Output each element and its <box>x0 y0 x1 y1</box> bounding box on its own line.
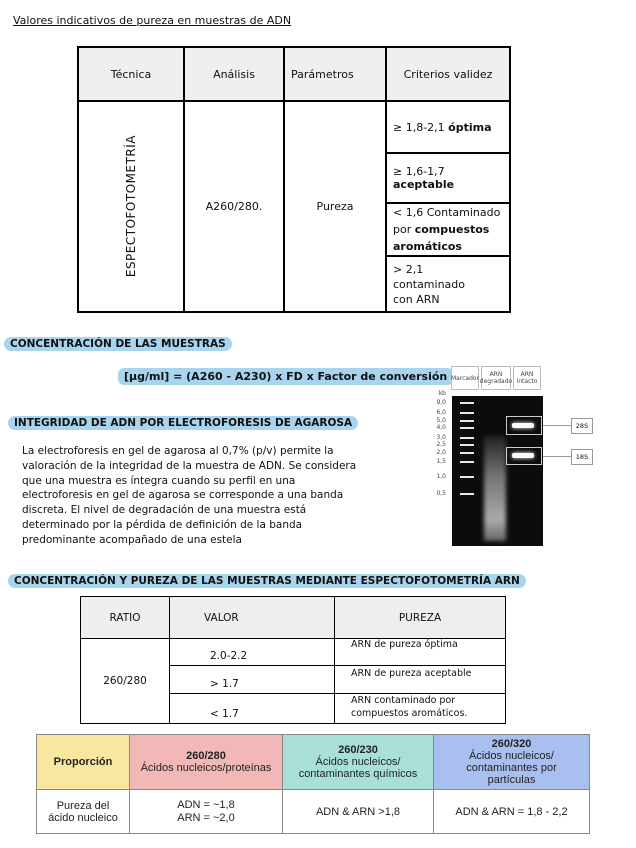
pureza-optimal: ARN de pureza óptima <box>335 639 506 666</box>
header-analisis: Análisis <box>184 47 284 101</box>
criteria-contaminated-rna: > 2,1 contaminado con ARN <box>386 256 510 312</box>
ratio-cell: 260/280 <box>81 639 170 724</box>
technique-cell <box>78 101 184 312</box>
value-260-320: ADN & ARN = 1,8 - 2,2 <box>434 790 590 834</box>
kb-tick: 4,0 <box>436 424 446 431</box>
pureza-contaminated: ARN contaminado por compuestos aromáticos. <box>335 694 506 724</box>
lane-label-intact: ARN intacto <box>513 366 541 390</box>
page-title: Valores indicativos de pureza en muestras de ADN <box>13 14 292 27</box>
label-18s: 18S <box>571 449 593 465</box>
header-pureza: PUREZA <box>335 597 506 639</box>
integrity-paragraph: La electroforesis en gel de agarosa al 0,7% (p/v) permite la valoración de la integridad de la muestra de ADN. Se considera que una muestra es íntegra cuando su perfil en una electroforesis en gel de agarosa se corresponde a una banda discreta. El nivel de degradación de una muestra está determinado por la pérdida de definición de la banda predominante acompañado de una estela <box>22 445 357 546</box>
valor-contaminated: < 1.7 <box>170 694 335 724</box>
section-integrity: INTEGRIDAD DE ADN POR ELECTROFORESIS DE AGAROSA <box>8 411 358 430</box>
value-260-280: ADN = ~1,8 ARN = ~2,0 <box>130 790 283 834</box>
kb-tick: 0,5 <box>436 490 446 497</box>
dna-purity-table <box>77 46 511 313</box>
header-parametros: Parámetros <box>284 47 386 101</box>
header-260-230: 260/230 Ácidos nucleicos/ contaminantes químicos <box>283 735 434 790</box>
pureza-acceptable: ARN de pureza aceptable <box>335 666 506 694</box>
degraded-smear <box>484 436 506 541</box>
header-260-320: 260/320 Ácidos nucleicos/ contaminantes por partículas <box>434 735 590 790</box>
band-28s <box>512 423 534 428</box>
lane-label-degraded: ARN degradado <box>481 366 511 390</box>
header-valor: VALOR <box>170 597 335 639</box>
technique-label: ESPECTOFOTOMETRÍA <box>124 135 138 278</box>
header-criterios: Criterios validez <box>386 47 510 101</box>
valor-optimal: 2.0-2.2 <box>170 639 335 666</box>
agarose-gel-figure <box>436 366 636 552</box>
kb-tick: 5,0 <box>436 417 446 424</box>
kb-tick: 9,0 <box>436 399 446 406</box>
kb-label: kb <box>438 390 446 397</box>
band-18s <box>512 453 534 458</box>
kb-tick: 3,0 <box>436 434 446 441</box>
kb-tick: 1,5 <box>436 458 446 465</box>
valor-acceptable: > 1.7 <box>170 666 335 694</box>
value-260-230: ADN & ARN >1,8 <box>283 790 434 834</box>
lane-label-marker: Marcador <box>451 366 479 390</box>
row-label-purity: Pureza del ácido nucleico <box>37 790 130 834</box>
criteria-acceptable: ≥ 1,6-1,7 aceptable <box>386 153 510 203</box>
header-tecnica: Técnica <box>78 47 184 101</box>
section-rna: CONCENTRACIÓN Y PUREZA DE LAS MUESTRAS MEDIANTE ESPECTOFOTOMETRÍA ARN <box>8 569 526 588</box>
header-proporcion: Proporción <box>37 735 130 790</box>
kb-tick: 1,0 <box>436 473 446 480</box>
section-concentration: CONCENTRACIÓN DE LAS MUESTRAS <box>4 332 232 351</box>
kb-tick: 2,0 <box>436 449 446 456</box>
ratio-summary-table <box>36 734 590 834</box>
header-260-280: 260/280 Ácidos nucleicos/proteínas <box>130 735 283 790</box>
criteria-optimal: ≥ 1,8-2,1 óptima <box>386 101 510 153</box>
kb-tick: 6,0 <box>436 409 446 416</box>
criteria-contaminated-aromatic: < 1,6 Contaminado por compuestos aromáticos <box>386 203 510 256</box>
rna-purity-table <box>80 596 506 724</box>
label-28s: 28S <box>571 418 593 434</box>
concentration-formula: [µg/ml] = (A260 - A230) x FD x Factor de conversión <box>118 368 453 385</box>
header-ratio: RATIO <box>81 597 170 639</box>
gel-image <box>436 390 543 546</box>
parameter-cell: Pureza <box>284 101 386 312</box>
analysis-cell: A260/280. <box>184 101 284 312</box>
kb-tick: 2,5 <box>436 441 446 448</box>
